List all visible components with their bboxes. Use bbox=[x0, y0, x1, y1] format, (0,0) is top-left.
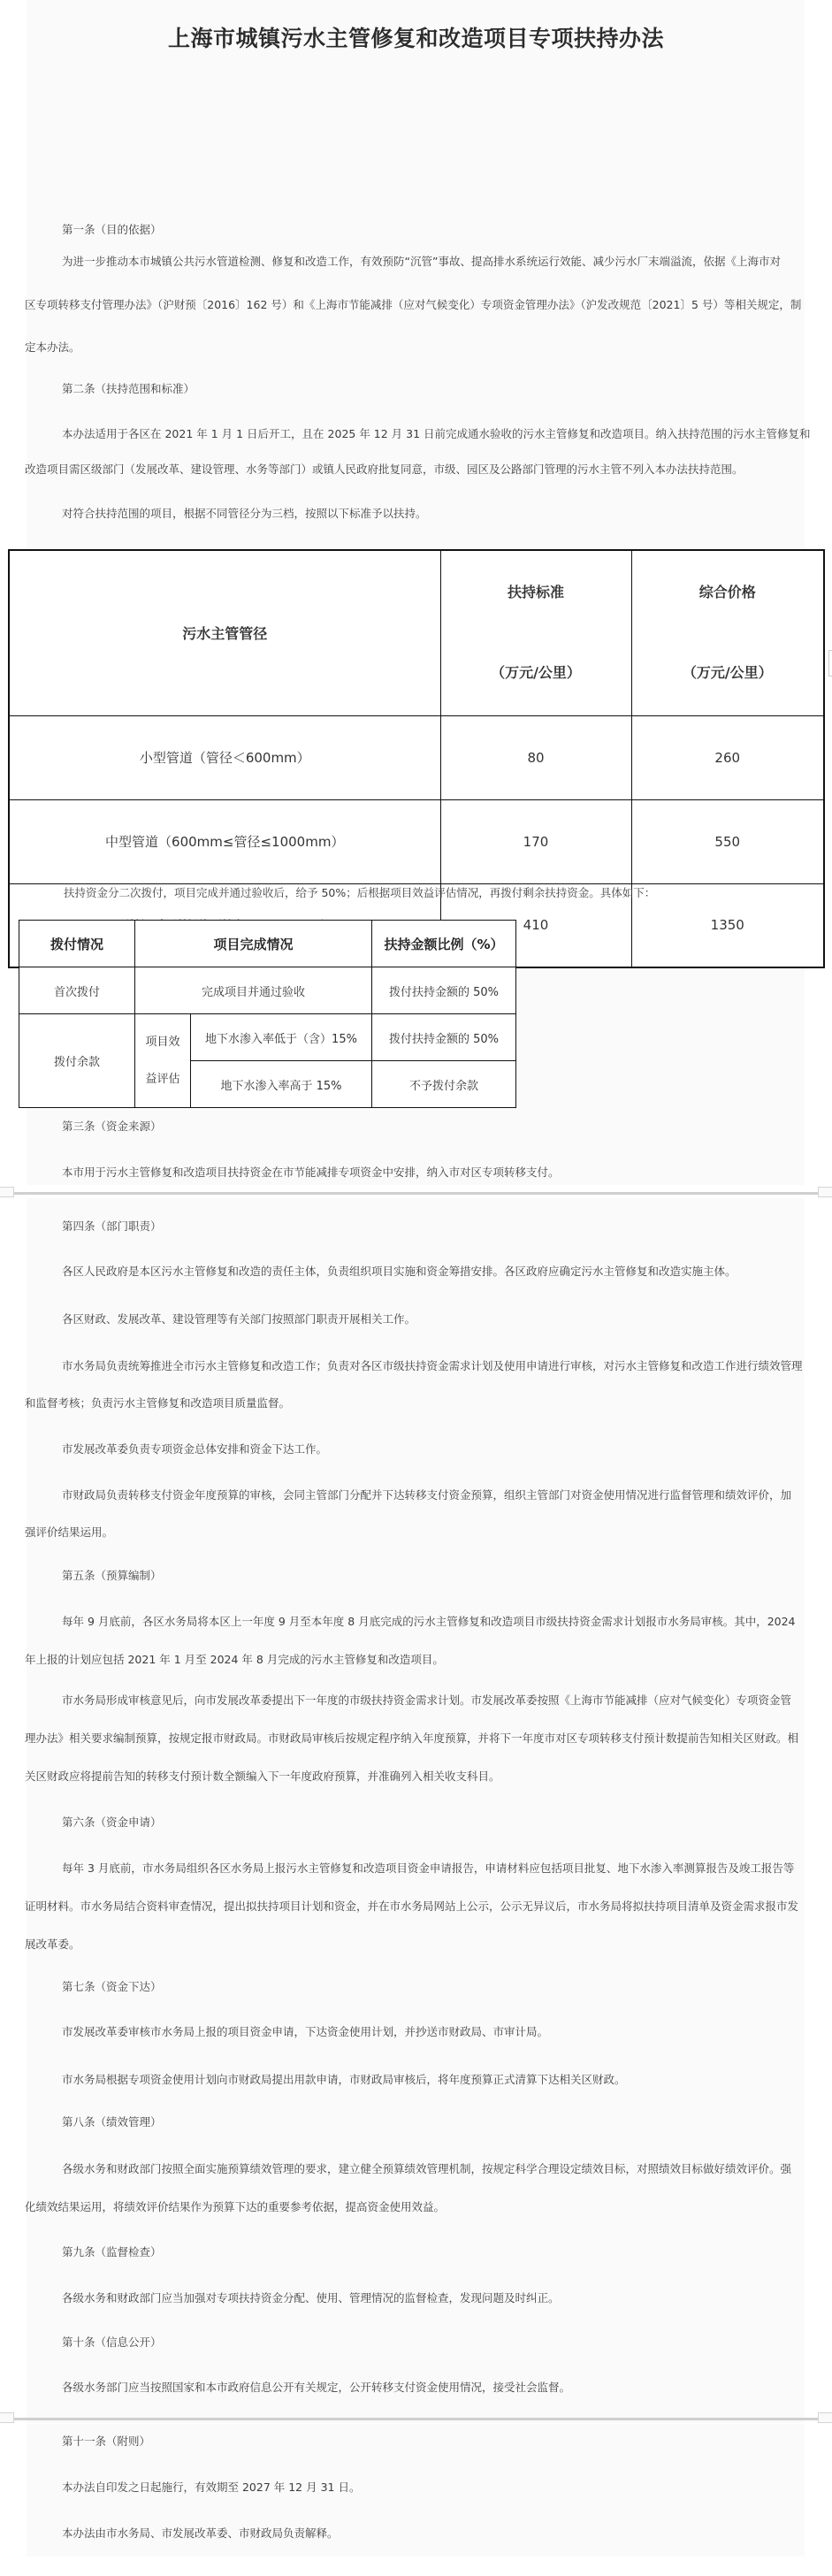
cell-benefit-evaluation: 项目效 益评估 bbox=[135, 1014, 191, 1108]
cell-stage: 首次拨付 bbox=[19, 967, 135, 1014]
article-4-heading: 第四条（部门职责） bbox=[62, 1219, 162, 1233]
scroll-indicator[interactable] bbox=[828, 650, 832, 676]
article-5-text-line: 年上报的计划应包括 2021 年 1 月至 2024 年 8 月完成的污水主管修复和改造项目。 bbox=[25, 1653, 444, 1666]
page-2 bbox=[27, 1198, 805, 2423]
article-5-text-line: 市水务局形成审核意见后，向市发展改革委提出下一年度的市级扶持资金需求计划。市发展改革委按照《上海市节能减排（应对气候变化）专项资金管 bbox=[62, 1693, 792, 1707]
table-row bbox=[19, 1014, 516, 1061]
cell-standard: 410 bbox=[440, 883, 631, 967]
article-8-text-line: 各级水务和财政部门按照全面实施预算绩效管理的要求，建立健全预算绩效管理机制，按规定科学合理设定绩效目标，对照绩效目标做好绩效评价。强 bbox=[62, 2162, 792, 2175]
article-5-heading: 第五条（预算编制） bbox=[62, 1569, 162, 1582]
article-4-text-line: 各区财政、发展改革、建设管理等有关部门按照部门职责开展相关工作。 bbox=[62, 1312, 416, 1326]
header-support-ratio: 扶持金额比例（%） bbox=[372, 921, 516, 967]
article-11-heading: 第十一条（附则） bbox=[62, 2435, 151, 2448]
header-support-standard: 扶持标准 （万元/公里） bbox=[440, 550, 631, 715]
cell-diameter: 小型管道（管径＜600mm） bbox=[9, 715, 440, 799]
article-4-text-line: 和监督考核；负责污水主管修复和改造项目质量监督。 bbox=[25, 1396, 291, 1410]
cell-condition: 地下水渗入率高于 15% bbox=[191, 1061, 372, 1108]
article-5-text-line: 理办法》相关要求编制预算，按规定报市财政局。市财政局审核后按规定程序纳入年度预算，并将下一年度市对区专项转移支付预计数提前告知相关区财政。相 bbox=[25, 1731, 799, 1745]
table-row bbox=[19, 967, 516, 1014]
article-4-text-line: 市财政局负责转移支付资金年度预算的审核，会同主管部门分配并下达转移支付资金预算，组织主管部门对资金使用情况进行监督管理和绩效评价，加 bbox=[62, 1488, 792, 1502]
cell-completion: 完成项目并通过验收 bbox=[135, 967, 372, 1014]
article-4-text-line: 市水务局负责统筹推进全市污水主管修复和改造工作；负责对各区市级扶持资金需求计划及使用申请进行审核，对污水主管修复和改造工作进行绩效管理 bbox=[62, 1359, 803, 1372]
cell-ratio: 不予拨付余款 bbox=[372, 1061, 516, 1108]
article-1-text-line: 为进一步推动本市城镇公共污水管道检测、修复和改造工作，有效预防“沉管”事故、提高排水系统运行效能、减少污水厂末端溢流，依据《上海市对 bbox=[62, 255, 781, 268]
article-8-heading: 第八条（绩效管理） bbox=[62, 2115, 162, 2129]
page-break-marker-left bbox=[0, 1187, 14, 1197]
cell-ratio: 拨付扶持金额的 50% bbox=[372, 1014, 516, 1061]
header-comprehensive-price: 综合价格 （万元/公里） bbox=[631, 550, 824, 715]
article-2-text-line: 对符合扶持范围的项目，根据不同管径分为三档，按照以下标准予以扶持。 bbox=[62, 507, 427, 520]
article-4-text-line: 市发展改革委负责专项资金总体安排和资金下达工作。 bbox=[62, 1442, 328, 1456]
page-break-marker-right bbox=[818, 1187, 832, 1197]
cell-diameter: 中型管道（600mm≤管径≤1000mm） bbox=[9, 799, 440, 883]
disbursement-table bbox=[19, 920, 516, 1108]
article-6-text-line: 证明材料。市水务局结合资料审查情况，提出拟扶持项目计划和资金，并在市水务局网站上公示，公示无异议后，市水务局将拟扶持项目清单及资金需求报市发 bbox=[25, 1900, 799, 1913]
document-title: 上海市城镇污水主管修复和改造项目专项扶持办法 bbox=[167, 26, 664, 51]
table-header-row bbox=[9, 550, 824, 715]
cell-price: 1350 bbox=[631, 883, 824, 967]
cell-condition: 地下水渗入率低于（含）15% bbox=[191, 1014, 372, 1061]
disbursement-intro: 扶持资金分二次拨付，项目完成并通过验收后，给予 50%；后根据项目效益评估情况，再拨付剩余扶持资金。具体如下： bbox=[64, 886, 656, 899]
article-7-text-line: 市发展改革委审核市水务局上报的项目资金申请，下达资金使用计划，并抄送市财政局、市审计局。 bbox=[62, 2025, 549, 2038]
article-1-text-line: 区专项转移支付管理办法》（沪财预〔2016〕162 号）和《上海市节能减排（应对气候变化）专项资金管理办法》（沪发改规范〔2021〕5 号）等相关规定，制 bbox=[25, 298, 802, 311]
article-11-text-line: 本办法由市水务局、市发展改革委、市财政局负责解释。 bbox=[62, 2526, 339, 2540]
cell-standard: 170 bbox=[440, 799, 631, 883]
article-8-text-line: 化绩效结果运用，将绩效评价结果作为预算下达的重要参考依据，提高资金使用效益。 bbox=[25, 2200, 446, 2213]
article-9-heading: 第九条（监督检查） bbox=[62, 2245, 162, 2259]
article-9-text-line: 各级水务和财政部门应当加强对专项扶持资金分配、使用、管理情况的监督检查，发现问题及时纠正。 bbox=[62, 2291, 560, 2305]
article-10-heading: 第十条（信息公开） bbox=[62, 2335, 162, 2349]
article-10-text-line: 各级水务部门应当按照国家和本市政府信息公开有关规定，公开转移支付资金使用情况，接受社会监督。 bbox=[62, 2381, 571, 2394]
cell-price: 550 bbox=[631, 799, 824, 883]
header-disbursement-stage: 拨付情况 bbox=[19, 921, 135, 967]
article-1-heading: 第一条（目的依据） bbox=[62, 223, 162, 236]
page-break-separator bbox=[0, 1192, 832, 1195]
page-break-separator bbox=[0, 2418, 832, 2420]
table-header-row bbox=[19, 921, 516, 967]
article-5-text-line: 每年 9 月底前，各区水务局将本区上一年度 9 月至本年度 8 月底完成的污水主管修复和改造项目市级扶持资金需求计划报市水务局审核。其中，2024 bbox=[62, 1615, 796, 1628]
article-4-text-line: 各区人民政府是本区污水主管修复和改造的责任主体，负责组织项目实施和资金筹措安排。各区政府应确定污水主管修复和改造实施主体。 bbox=[62, 1265, 737, 1278]
header-pipe-diameter: 污水主管管径 bbox=[9, 550, 440, 715]
article-1-text-line: 定本办法。 bbox=[25, 340, 80, 354]
article-2-heading: 第二条（扶持范围和标准） bbox=[62, 382, 195, 395]
article-7-heading: 第七条（资金下达） bbox=[62, 1980, 162, 1993]
support-standards-table bbox=[8, 549, 825, 968]
article-5-text-line: 关区财政应将提前告知的转移支付预计数全额编入下一年度政府预算，并准确列入相关收支科目。 bbox=[25, 1770, 500, 1783]
page-break-marker-left bbox=[0, 2412, 14, 2423]
header-completion-status: 项目完成情况 bbox=[135, 921, 372, 967]
article-6-heading: 第六条（资金申请） bbox=[62, 1815, 162, 1829]
page-break-marker-right bbox=[818, 2412, 832, 2423]
article-4-text-line: 强评价结果运用。 bbox=[25, 1525, 114, 1539]
cell-stage: 拨付余款 bbox=[19, 1014, 135, 1108]
cell-ratio: 拨付扶持金额的 50% bbox=[372, 967, 516, 1014]
table-row bbox=[9, 715, 824, 799]
article-11-text-line: 本办法自印发之日起施行，有效期至 2027 年 12 月 31 日。 bbox=[62, 2480, 361, 2494]
article-6-text-line: 展改革委。 bbox=[25, 1938, 80, 1951]
cell-standard: 80 bbox=[440, 715, 631, 799]
article-7-text-line: 市水务局根据专项资金使用计划向市财政局提出用款申请，市财政局审核后，将年度预算正式清算下达相关区财政。 bbox=[62, 2073, 626, 2086]
article-2-text-line: 改造项目需区级部门（发展改革、建设管理、水务等部门）或镇人民政府批复同意，市级、园区及公路部门管理的污水主管不列入本办法扶持范围。 bbox=[25, 462, 744, 476]
article-3-heading: 第三条（资金来源） bbox=[62, 1120, 162, 1133]
article-3-text-line: 本市用于污水主管修复和改造项目扶持资金在市节能减排专项资金中安排，纳入市对区专项转移支付。 bbox=[62, 1166, 560, 1179]
article-6-text-line: 每年 3 月底前，市水务局组织各区水务局上报污水主管修复和改造项目资金申请报告，申请材料应包括项目批复、地下水渗入率测算报告及竣工报告等 bbox=[62, 1861, 795, 1875]
cell-price: 260 bbox=[631, 715, 824, 799]
article-2-text-line: 本办法适用于各区在 2021 年 1 月 1 日后开工，且在 2025 年 12 月 31 日前完成通水验收的污水主管修复和改造项目。纳入扶持范围的污水主管修复和 bbox=[62, 427, 811, 440]
table-row bbox=[9, 799, 824, 883]
